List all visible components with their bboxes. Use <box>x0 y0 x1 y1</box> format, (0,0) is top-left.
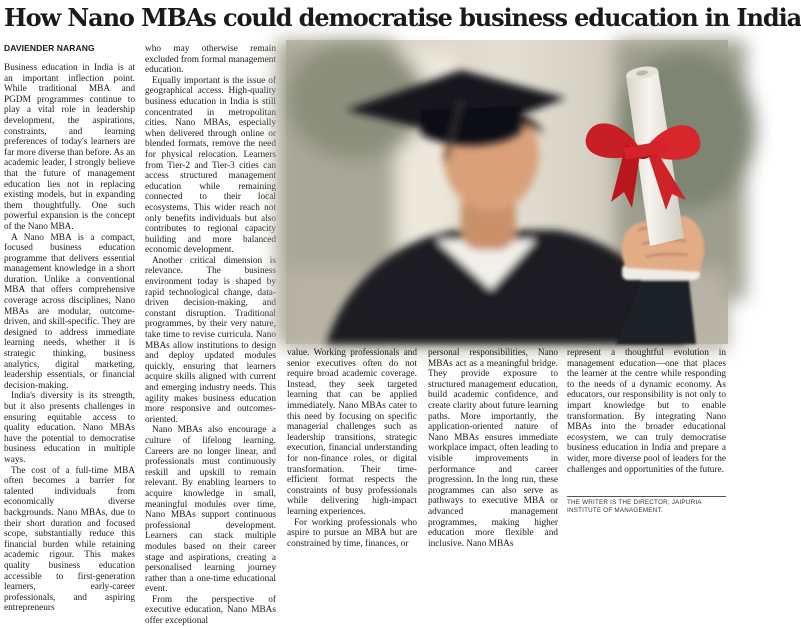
byline: DAVIENDER NARANG <box>4 43 95 53</box>
paragraph: A Nano MBA is a compact, focused business education programme that delivers essential management knowledge in a short duration. Unlike a conventional MBA that offers comprehensive coverage across disciplines, Nano MBAs are modular, outcome-driven, and skill-specific. They are designed to address immediate learning needs, whether it is strategic thinking, business analytics, digital marketing, leadership essentials, or financial decision-making. <box>4 232 135 391</box>
article-column-4 <box>428 348 558 549</box>
paragraph: Nano MBAs also encourage a culture of lifelong learning. Careers are no longer linear, and professionals must continuously reskill and upskill to remain relevant. By enabling learners to acquire knowledge in small, meaningful modules over time, Nano MBAs support continuous professional development. Learners can stack multiple modules based on their career stage and aspirations, creating a personalised learning journey rather than a one-time educational event. <box>145 425 276 595</box>
paragraph: value. Working professionals and senior executives often do not require broad academic coverage. Instead, they seek targeted learning that can be applied immediately. Nano MBAs cater to this need by focusing on specific managerial challenges such as leadership transitions, strategic execution, financial understanding for non-finance roles, or digital transformation. Their time-efficient format respects the constraints of busy professionals while delivering high-impact learning experiences. <box>287 348 417 517</box>
paragraph: For working professionals who aspire to pursue an MBA but are constrained by time, finances, or <box>287 517 417 549</box>
article-column-5 <box>567 348 726 488</box>
paragraph: From the perspective of executive education, Nano MBAs offer exceptional <box>145 594 276 627</box>
article-column-1 <box>4 63 135 614</box>
paragraph: represent a thoughtful evolution in management education—one that places the learner at the centre while responding to the needs of a dynamic economy. As educators, our responsibility is not only to impart knowledge but to enable transformation. By integrating Nano MBAs into the broader educational ecosystem, we can truly democratise business education in India and prepare a wider, more diverse pool of leaders for the challenges and opportunities of the future. <box>567 348 726 475</box>
author-divider <box>567 496 726 497</box>
article-column-2 <box>145 44 276 627</box>
graduate-photo <box>286 40 728 344</box>
paragraph: Another critical dimension is relevance. The business environment today is shaped by rapid technological change, data-driven decision-making, and constant disruption. Traditional programmes, by their very nature, take time to revise curricula. Nano MBAs allow institutions to design and deploy updated modules quickly, ensuring that learners acquire skills aligned with current and emerging industry needs. This agility makes business education more responsive and outcomes-oriented. <box>145 255 276 425</box>
headline: How Nano MBAs could democratise business education in India <box>4 3 801 32</box>
paragraph: Equally important is the issue of geographical access. High-quality business education in India is still concentrated in metropolitan cities. Nano MBAs, especially when delivered through online or blended formats, remove the need for physical relocation. Learners from Tier-2 and Tier-3 cities can access structured management education while remaining connected to their local ecosystems. This wider reach not only benefits individuals but also contributes to regional capacity building and more balanced economic development. <box>145 75 276 256</box>
paragraph: India's diversity is its strength, but it also presents challenges in ensuring equitable access to quality education. Nano MBAs have the potential to democratise business education in multiple ways. <box>4 391 135 465</box>
article-column-3 <box>287 348 417 549</box>
paragraph: who may otherwise remain excluded from formal management education. <box>145 44 276 76</box>
paragraph: Business education in India is at an important inflection point. While traditional MBA and PGDM programmes continue to play a vital role in leadership development, the aspirations, constraints, and learning preferences of today's learners are far more diverse than before. As an academic leader, I strongly believe that the future of management education lies not in replacing existing models, but in expanding them thoughtfully. One such powerful expansion is the concept of the Nano MBA. <box>4 63 135 232</box>
paragraph: The cost of a full-time MBA often becomes a barrier for talented individuals from economically diverse backgrounds. Nano MBAs, due to their short duration and focused scope, substantially reduce this financial burden while retaining academic rigour. This makes quality business education accessible to first-generation learners, early-career professionals, and aspiring entrepreneurs <box>4 465 135 614</box>
paragraph: personal responsibilities, Nano MBAs act as a meaningful bridge. They provide exposure to structured management education, build academic confidence, and create clarity about future learning paths. More importantly, the application-oriented nature of Nano MBAs ensures immediate workplace impact, often leading to visible improvements in performance and career progression. In the long run, these programmes can also serve as pathways to executive MBA or advanced management programmes, making higher education more flexible and inclusive. Nano MBAs <box>428 348 558 549</box>
author-note: THE WRITER IS THE DIRECTOR, JAIPURIA INSTITUTE OF MANAGEMENT. <box>567 499 702 514</box>
